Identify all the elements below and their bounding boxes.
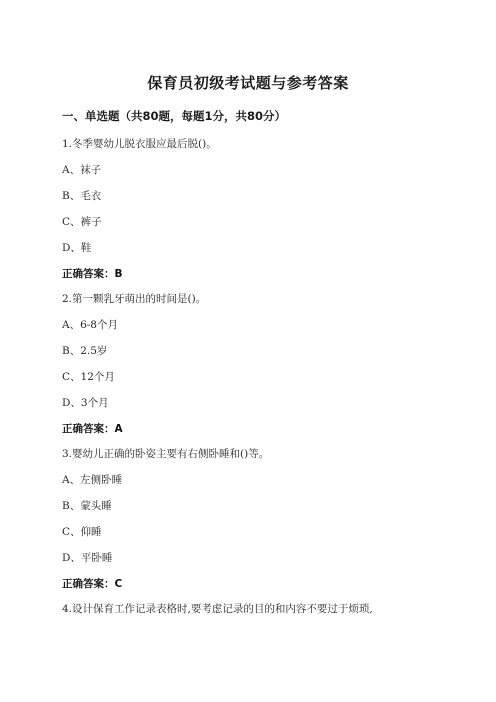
answer-option: D、平卧睡 [62, 552, 113, 564]
question-stem: 3.婴幼儿正确的卧姿主要有右侧卧睡和()等。 [62, 448, 270, 460]
correct-answer: 正确答案：B [62, 268, 123, 280]
answer-option: D、鞋 [62, 242, 92, 254]
answer-option: A、左侧卧睡 [62, 474, 123, 486]
answer-option: D、3个月 [62, 397, 109, 409]
section-heading: 一、单选题（共80题，每题1分，共80分） [62, 109, 287, 123]
question-stem: 4.设计保育工作记录表格时,要考虑记录的目的和内容不要过于烦琐, [62, 603, 373, 615]
answer-option: B、蒙头睡 [62, 500, 112, 512]
question-stem: 2.第一颗乳牙萌出的时间是()。 [62, 293, 207, 305]
answer-option: A、袜子 [62, 164, 102, 176]
document-title: 保育员初级考试题与参考答案 [147, 74, 349, 92]
correct-answer: 正确答案：C [62, 578, 123, 590]
correct-answer: 正确答案：A [62, 423, 123, 435]
answer-option: C、12个月 [62, 371, 115, 383]
answer-option: C、仰睡 [62, 526, 102, 538]
answer-option: C、裤子 [62, 216, 102, 228]
answer-option: A、6-8个月 [62, 319, 118, 331]
question-stem: 1.冬季婴幼儿脱衣服应最后脱()。 [62, 138, 217, 150]
answer-option: B、毛衣 [62, 190, 102, 202]
answer-option: B、2.5岁 [62, 345, 108, 357]
